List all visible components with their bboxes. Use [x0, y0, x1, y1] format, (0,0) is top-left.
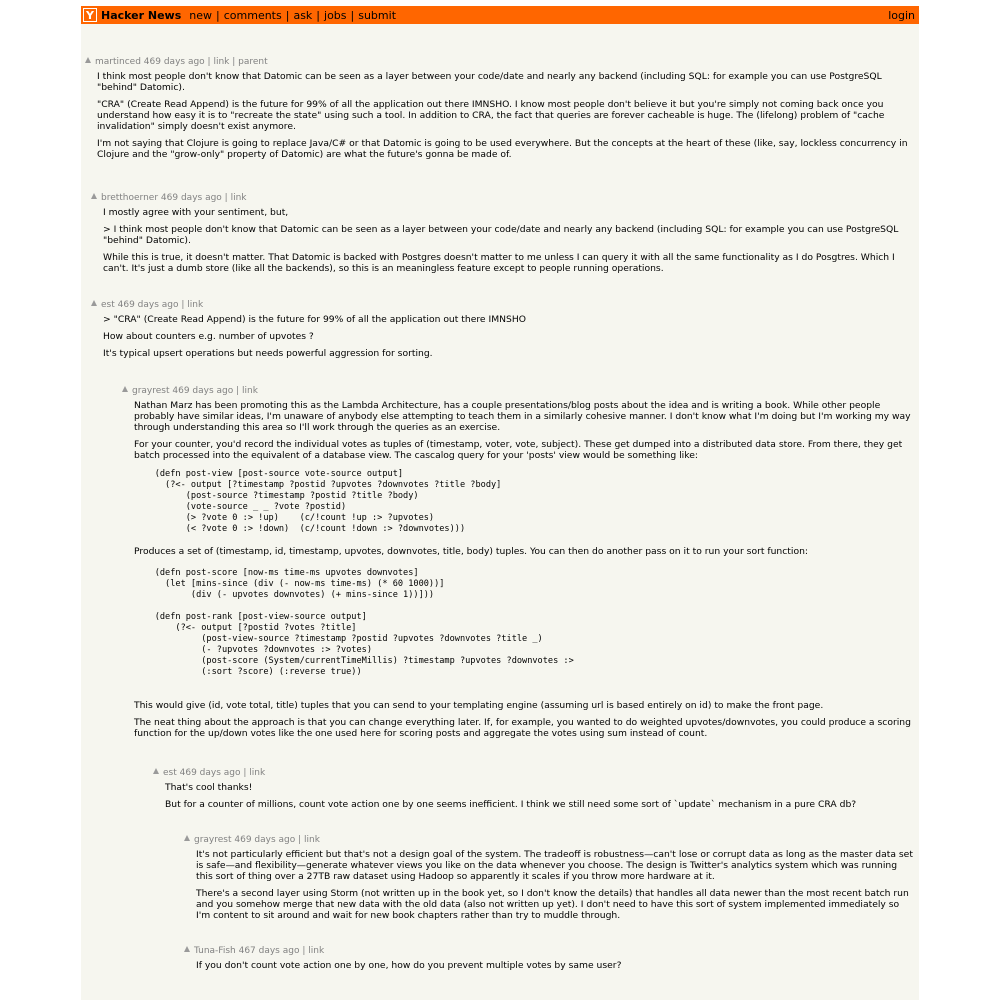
page-container: [81, 6, 919, 1000]
comment-meta: martinced 469 days ago | link | parent: [85, 56, 913, 68]
comment-meta: Tuna-Fish 467 days ago | link: [184, 945, 914, 957]
comment-age: 467 days ago: [238, 946, 300, 956]
comment-link[interactable]: link: [242, 386, 258, 396]
comment-age: 469 days ago: [234, 835, 296, 845]
comment-paragraph: Produces a set of (timestamp, id, timestamp, upvotes, downvotes, title, body) tuples. You can then do another pass on it to run your sort function:: [134, 546, 809, 557]
nav-comments-link[interactable]: comments: [223, 8, 282, 22]
y-logo-icon[interactable]: Y: [83, 8, 97, 22]
comment-meta: bretthoerner 469 days ago | link: [91, 192, 911, 204]
comment-text: [103, 207, 911, 274]
comment-text: [103, 314, 911, 359]
comment-paragraph: There's a second layer using Storm (not written up in the book yet, so I don't know the details) that handles all data newer than the most recent batch run and you somehow merge that new data with the old data (also not written up yet). I don't need to have this sort of system implemented immediately so I'm content to sit around and wait for new book chapters rather than try to muddle through.: [196, 888, 909, 921]
comment-user-link[interactable]: bretthoerner: [101, 193, 159, 203]
comment-paragraph: > "CRA" (Create Read Append) is the future for 99% of all the application out there IMNSHO: [103, 314, 526, 325]
comment-age: 469 days ago: [172, 386, 234, 396]
upvote-arrow-icon[interactable]: [91, 300, 97, 306]
comment-link[interactable]: link: [304, 835, 320, 845]
comment-age: 469 days ago: [117, 300, 179, 310]
nav-new-link[interactable]: new: [189, 8, 213, 22]
comment-text: [97, 71, 913, 160]
upvote-arrow-icon[interactable]: [91, 193, 97, 199]
comment-text: [196, 849, 914, 921]
nav-separator: |: [316, 8, 321, 22]
comment-link[interactable]: link: [249, 768, 266, 778]
comment-meta: est 469 days ago | link: [153, 767, 913, 779]
comment-link[interactable]: link: [187, 300, 204, 310]
comment-text: [165, 782, 913, 810]
comment-link[interactable]: link: [230, 193, 247, 203]
comment-paragraph: Nathan Marz has been promoting this as the Lambda Architecture, has a couple presentations/blog posts about the idea and is writing a book. While other people probably have similar ideas, I'm unaware of anybody else attempting to teach them in a similarly cohesive manner. I don't know what I'm doing but I'm working my way through understanding this area so I'll work through the queries as an exercise.: [134, 400, 911, 433]
code-block: (defn post-score [now-ms time-ms upvotes downvotes] (let [mins-since (div (- now-ms time-ms) (* 60 1000))] (div (- upvotes downvotes) (+ mins-since 1))])) (defn post-rank [post-view-source output] (?<- output [?postid ?votes ?title] (post-view-source ?timestamp ?postid ?upvotes ?downvotes ?title _) (- ?upvotes ?downvotes :> ?votes) (post-score (System/currentTimeMillis) ?timestamp ?upvotes ?downvotes :> (:sort ?score) (:reverse true)): [154, 568, 574, 677]
nav-submit-link[interactable]: submit: [358, 8, 397, 22]
upvote-arrow-icon[interactable]: [184, 835, 190, 841]
comment-paragraph: "CRA" (Create Read Append) is the future for 99% of all the application out there IMNSHO. I know most people don't believe it but you're simply not coming back once you understand how easy it is to "recreate the state" using such a tool. In addition to CRA, the fact that queries are forever cacheable is huge. The (lifelong) problem of "cache invalidation" simply doesn't exist anymore.: [97, 99, 885, 132]
comment-paragraph: The neat thing about the approach is that you can change everything later. If, for example, you wanted to do weighted upvotes/downvotes, you could produce a scoring function for the up/down votes like the one used here for scoring posts and aggregate the votes using sum instead of count.: [134, 717, 911, 739]
upvote-arrow-icon[interactable]: [153, 768, 159, 774]
comment-user-link[interactable]: est: [101, 300, 115, 310]
comment-parent-link[interactable]: parent: [238, 57, 268, 67]
comment: [153, 767, 913, 816]
nav-ask-link[interactable]: ask: [293, 8, 313, 22]
comment: [85, 56, 913, 166]
comment-link[interactable]: link: [308, 946, 325, 956]
comment-paragraph: > I think most people don't know that Datomic can be seen as a layer between your code/date and nearly any backend (including SQL: for example you can use PostgreSQL "behind" Datomic).: [103, 224, 899, 246]
code-block: (defn post-view [post-source vote-source output] (?<- output [?timestamp ?postid ?upvotes ?downvotes ?title ?body] (post-source ?timestamp ?postid ?title ?body) (vote-source _ _ ?vote ?postid) (> ?vote 0 :> !up) (c/!count !up :> ?upvotes) (< ?vote 0 :> !down) (c/!count !down :> ?downvotes))): [154, 469, 502, 534]
comment-paragraph: I think most people don't know that Datomic can be seen as a layer between your code/date and nearly any backend (including SQL: for example you can use PostgreSQL "behind" Datomic).: [97, 71, 882, 93]
upvote-arrow-icon[interactable]: [85, 57, 91, 63]
comment-text: [196, 960, 914, 971]
nav-separator: |: [350, 8, 355, 22]
nav-jobs-link[interactable]: jobs: [324, 8, 347, 22]
comment-user-link[interactable]: martinced: [95, 57, 141, 67]
nav-separator: |: [285, 8, 290, 22]
site-name-link[interactable]: Hacker News: [101, 8, 182, 22]
upvote-arrow-icon[interactable]: [184, 946, 190, 952]
comment: [184, 945, 914, 977]
comment: [91, 299, 911, 365]
comment-paragraph: It's typical upsert operations but needs powerful aggression for sorting.: [103, 348, 433, 359]
comment-meta: est 469 days ago | link: [91, 299, 911, 311]
comment-paragraph: I'm not saying that Clojure is going to replace Java/C# or that Datomic is going to be used everywhere. But the concepts at the heart of these (like, say, lockless concurrency in Clojure and the "grow-only" property of Datomic) are what the future's gonna be made of.: [97, 138, 908, 160]
comment-paragraph: If you don't count vote action one by one, how do you prevent multiple votes by same user?: [196, 960, 622, 971]
comment-link[interactable]: link: [213, 57, 230, 67]
comment-paragraph: I mostly agree with your sentiment, but,: [103, 207, 289, 218]
comment-meta: grayrest 469 days ago | link: [122, 385, 912, 397]
top-navigation-bar: [81, 6, 919, 24]
comment: [122, 385, 912, 745]
comment-meta: grayrest 469 days ago | link: [184, 834, 914, 846]
comment: [91, 192, 911, 280]
comment-paragraph: That's cool thanks!: [165, 782, 253, 793]
comment-paragraph: For your counter, you'd record the individual votes as tuples of (timestamp, voter, vote, subject). These get dumped into a distributed data store. From there, they get batch processed into the equivalent of a database view. The cascalog query for your 'posts' view would be something like:: [134, 439, 903, 461]
upvote-arrow-icon[interactable]: [122, 386, 128, 392]
comment-paragraph: But for a counter of millions, count vote action one by one seems inefficient. I think we still need some sort of `update` mechanism in a pure CRA db?: [165, 799, 857, 810]
comment-user-link[interactable]: grayrest: [132, 386, 170, 396]
comment-paragraph: This would give (id, vote total, title) tuples that you can send to your templating engine (assuming url is based entirely on id) to make the front page.: [134, 700, 824, 711]
comment-user-link[interactable]: Tuna-Fish: [194, 946, 236, 956]
nav-links: [189, 9, 396, 22]
comment-age: 469 days ago: [143, 57, 205, 67]
comment-paragraph: It's not particularly efficient but that's not a design goal of the system. The tradeoff is robustness—can't lose or corrupt data as long as the master data set is safe—and flexibility—generate whatever views you like on the data whenever you choose. The design is Twitter's analytics system which was running this sort of thing over a 27TB raw dataset using Hadoop so apparently it scales if you throw more hardware at it.: [196, 849, 913, 882]
comment-paragraph: How about counters e.g. number of upvotes ?: [103, 331, 314, 342]
comment-user-link[interactable]: grayrest: [194, 835, 232, 845]
comment: [184, 834, 914, 927]
comment-user-link[interactable]: est: [163, 768, 177, 778]
nav-separator: |: [216, 8, 220, 22]
comment-age: 469 days ago: [160, 193, 222, 203]
comment-paragraph: While this is true, it doesn't matter. That Datomic is backed with Postgres doesn't matter to me unless I can query it with all the same functionality as I do Posgtres. Which I can't. It's just a dumb store (like all the backends), so this is an meaningless feature except to people running operations.: [103, 252, 895, 274]
comment-age: 469 days ago: [179, 768, 241, 778]
comment-text: [134, 400, 912, 739]
login-link[interactable]: login: [888, 9, 915, 22]
